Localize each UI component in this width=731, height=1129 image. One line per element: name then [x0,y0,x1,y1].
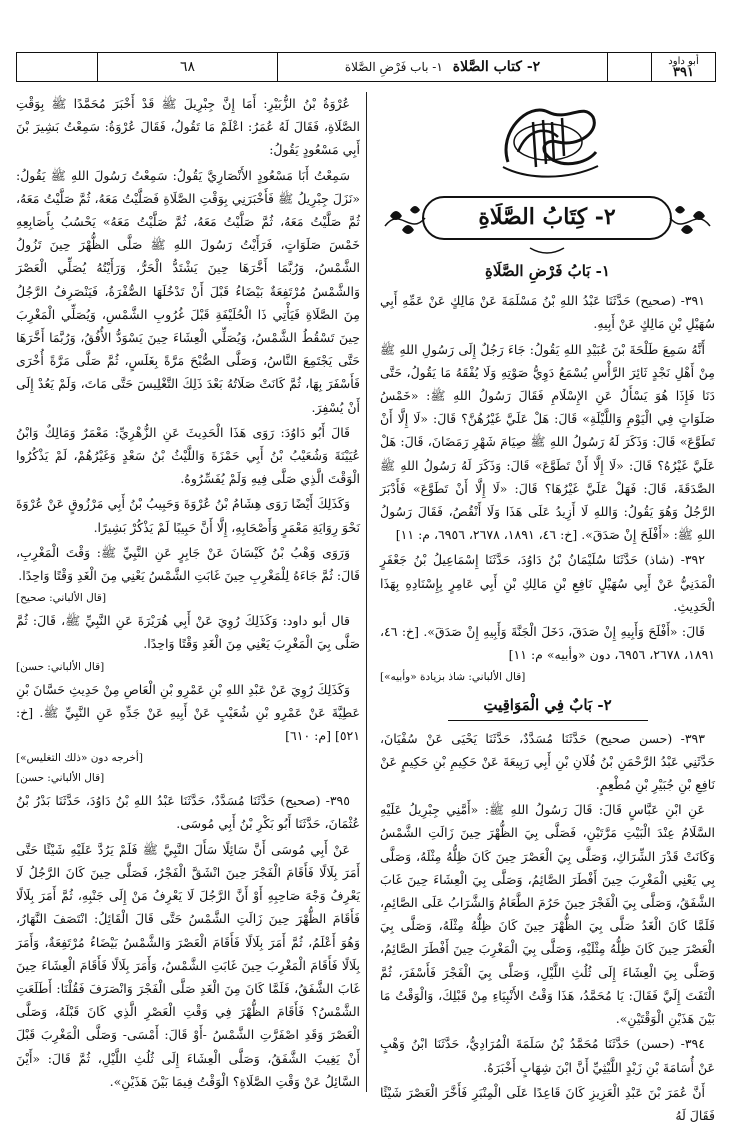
abu-dawud-comment-5: وَكَذَلِكَ رُوِيَ عَنْ عَبْدِ اللهِ بْنِ عَمْرِو بْنِ الْعَاصِ مِنْ حَدِيثِ حَسَّانَ بْنِ عَطِيَّةَ عَنْ عَمْرِو بْنِ شُعَيْبٍ عَنْ أَبِيهِ عَنْ جَدِّهِ عَنِ النَّبِيِّ ﷺ. [خ: ٥٢١] [م: ٦١٠] [16,681,360,744]
hadith-394-matn: أَنَّ عُمَرَ بْنَ عَبْدِ الْعَزِيزِ كَانَ قَاعِدًا عَلَى الْمِنْبَرِ فَأَخَّرَ الْعَصْرَ شَيْئًا فَقَالَ لَهُ [380,1084,715,1123]
hadith-395-matn: عَنْ أَبِي مُوسَى أَنَّ سَائِلًا سَأَلَ النَّبِيَّ ﷺ فَلَمْ يَرُدَّ عَلَيْهِ شَيْئًا حَتَّى أَمَرَ بِلَالًا فَأَقَامَ الْفَجْرَ حِينَ انْشَقَّ الْفَجْرُ، فَصَلَّى حِينَ كَانَ الرَّجُلُ لَا يَعْرِفُ وَجْهَ صَاحِبِهِ أَوْ أَنَّ الرَّجُلَ لَا يَعْرِفُ مَنْ إِلَى جَنْبِهِ، ثُمَّ أَمَرَ بِلَالًا فَأَقَامَ الظُّهْرَ حِينَ زَالَتِ الشَّمْسُ حَتَّى قَالَ الْقَائِلُ: انْتَصَفَ النَّهَارُ، وَهُوَ أَعْلَمُ، ثُمَّ أَمَرَ بِلَالًا فَأَقَامَ الْعَصْرَ وَالشَّمْسُ بَيْضَاءُ مُرْتَفِعَةٌ، وَأَمَرَ بِلَالًا فَأَقَامَ الْمَغْرِبَ حِينَ غَابَتِ الشَّمْسُ، وَأَمَرَ بِلَالًا فَأَقَامَ الْعِشَاءَ حِينَ غَابَ الشَّفَقُ، فَلَمَّا كَانَ مِنَ الْغَدِ صَلَّى الْفَجْرَ وَانْصَرَفَ فَقُلْنَا: أَطَلَعَتِ الشَّمْسُ؟ فَأَقَامَ الظُّهْرَ فِي وَقْتِ الْعَصْرِ الَّذِي كَانَ قَبْلَهُ، وَصَلَّى الْعَصْرَ وَقَدِ اصْفَرَّتِ الشَّمْسُ -أَوْ قَالَ: أَمْسَى- وَصَلَّى الْمَغْرِبَ قَبْلَ أَنْ يَغِيبَ الشَّفَقُ، وَصَلَّى الْعِشَاءَ إِلَى ثُلُثِ اللَّيْلِ، ثُمَّ قَالَ: «أَيْنَ السَّائِلُ عَنْ وَقْتِ الصَّلَاةِ؟ الْوَقْتُ فِيمَا بَيْنَ هَذَيْنِ». [16,841,360,1089]
page-header [16,52,716,82]
right-column [380,92,715,1129]
page-number: ٦٨ [97,53,277,81]
chapter-heading-2-text: ٢- بَابٌ فِي الْمَوَاقِيتِ [483,696,612,715]
header-empty-cell [607,53,651,81]
albani-grading-note: [قال الألباني: شاذ بزيادة «وأبيه»] [380,671,526,684]
hadith-393-matn: عَنِ ابْنِ عَبَّاسٍ قَالَ: قَالَ رَسُولُ اللهِ ﷺ: «أَمَّنِي جِبْرِيلُ عَلَيْهِ السَّلَامُ عِنْدَ الْبَيْتِ مَرَّتَيْنِ، فَصَلَّى بِيَ الظُّهْرَ حِينَ زَالَتِ الشَّمْسُ وَكَانَتْ قَدْرَ الشِّرَاكِ، وَصَلَّى بِيَ الْعَصْرَ حِينَ كَانَ ظِلُّهُ مِثْلَهُ، وَصَلَّى بِي يَعْنِي الْمَغْرِبَ حِينَ أَفْطَرَ الصَّائِمُ، وَصَلَّى بِيَ الْعِشَاءَ حِينَ غَابَ الشَّفَقُ، وَصَلَّى بِيَ الْفَجْرَ حِينَ حَرُمَ الطَّعَامُ وَالشَّرَابُ عَلَى الصَّائِمِ، فَلَمَّا كَانَ الْغَدُ صَلَّى بِيَ الظُّهْرَ حِينَ كَانَ ظِلُّهُ مِثْلَهُ، وَصَلَّى بِيَ الْعَصْرَ حِينَ كَانَ ظِلُّهُ مِثْلَيْهِ، وَصَلَّى بِيَ الْمَغْرِبَ حِينَ أَفْطَرَ الصَّائِمُ، وَصَلَّى بِيَ الْعِشَاءَ إِلَى ثُلُثِ اللَّيْلِ، وَصَلَّى بِيَ الْفَجْرَ فَأَسْفَرَ، ثُمَّ الْتَفَتَ إِلَيَّ فَقَالَ: يَا مُحَمَّدُ، هَذَا وَقْتُ الأَنْبِيَاءِ مِنْ قَبْلِكَ، وَالْوَقْتُ مَا بَيْنَ هَذَيْنِ الْوَقْتَيْنِ». [380,802,715,1027]
heading-underline [448,720,648,721]
albani-grading-note: [قال الألباني: حسن] [16,660,105,673]
hadith-391-isnad: ٣٩١- (صحيح) حَدَّثَنَا عَبْدُ اللهِ بْنُ مَسْلَمَةَ عَنْ مَالِكٍ عَنْ عَمِّهِ أَبِي سُهَيْلِ بْنِ مَالِكٍ عَنْ أَبِيهِ. [380,293,715,332]
running-book-title: ٢- كتاب الصَّلاة [452,59,541,75]
book-title-ornament [380,186,715,258]
header-empty-cell [17,53,97,81]
abu-dawud-comment-2: وَكَذَلِكَ أَيْضًا رَوَى هِشَامُ بْنُ عُرْوَةَ وَحَبِيبُ بْنُ أَبِي مَرْزُوقٍ عَنْ عُرْوَةَ نَحْوَ رِوَايَةِ مَعْمَرٍ وَأَصْحَابِهِ، إِلَّا أَنَّ حَبِيبًا لَمْ يَذْكُرْ بَشِيرًا. [16,496,360,535]
running-title [277,53,607,81]
column-divider [366,92,367,1092]
chapter-heading-1: ١- بَابُ فَرْضِ الصَّلَاةِ [485,262,610,280]
book-author-label: أبو داود [668,56,699,67]
hadith-range-box [651,53,715,81]
hadith-range-number: ٣٩١ [673,65,694,80]
albani-grading-note: [قال الألباني: حسن] [16,772,105,785]
hadith-394-matn-2: سَمِعْتُ أَبَا مَسْعُودٍ الأَنْصَارِيَّ يَقُولُ: سَمِعْتُ رَسُولَ اللهِ ﷺ يَقُولُ: «نَزَلَ جِبْرِيلُ ﷺ فَأَخْبَرَنِي بِوَقْتِ الصَّلَاةِ فَصَلَّيْتُ مَعَهُ، ثُمَّ صَلَّيْتُ مَعَهُ، ثُمَّ صَلَّيْتُ مَعَهُ، ثُمَّ صَلَّيْتُ مَعَهُ، ثُمَّ صَلَّيْتُ مَعَهُ» يَحْسُبُ بِأَصَابِعِهِ خَمْسَ صَلَوَاتٍ، فَرَأَيْتُ رَسُولَ اللهِ ﷺ صَلَّى الظُّهْرَ حِينَ تَزُولُ الشَّمْسُ، وَرُبَّمَا أَخَّرَهَا حِينَ يَشْتَدُّ الْحَرُّ، وَرَأَيْتُهُ يُصَلِّي الْعَصْرَ وَالشَّمْسُ مُرْتَفِعَةٌ بَيْضَاءُ قَبْلَ أَنْ تَدْخُلَهَا الصُّفْرَةُ، فَيَنْصَرِفُ الرَّجُلُ مِنَ الصَّلَاةِ فَيَأْتِي ذَا الْحُلَيْفَةِ قَبْلَ غُرُوبِ الشَّمْسِ، وَيُصَلِّي الْمَغْرِبَ حِينَ تَسْقُطُ الشَّمْسُ، وَيُصَلِّي الْعِشَاءَ حِينَ يَسْوَدُّ الأُفُقُ، وَرُبَّمَا أَخَّرَهَا حَتَّى يَجْتَمِعَ النَّاسُ، وَصَلَّى الصُّبْحَ مَرَّةً بِغَلَسٍ، ثُمَّ صَلَّى مَرَّةً أُخْرَى فَأَسْفَرَ بِهَا، ثُمَّ كَانَتْ صَلَاتُهُ بَعْدَ ذَلِكَ التَّغْلِيسَ حَتَّى مَاتَ، وَلَمْ يَعُدْ إِلَى أَنْ يُسْفِرَ. [16,167,360,415]
hadith-395-isnad: ٣٩٥- (صحيح) حَدَّثَنَا مُسَدَّدٌ، حَدَّثَنَا عَبْدُ اللهِ بْنُ دَاوُدَ، حَدَّثَنَا بَدْرُ بْنُ عُثْمَانَ، حَدَّثَنَا أَبُو بَكْرِ بْنُ أَبِي مُوسَى. [16,793,360,832]
running-chapter-title: ١- باب فَرْضِ الصَّلاة [344,60,443,74]
left-column [16,92,360,1095]
abu-dawud-comment-3: وَرَوَى وَهْبُ بْنُ كَيْسَانَ عَنْ جَابِرٍ عَنِ النَّبِيِّ ﷺ: وَقْتَ الْمَغْرِبِ، قَالَ: ثُمَّ جَاءَهُ لِلْمَغْرِبِ حِينَ غَابَتِ الشَّمْسُ يَعْنِي مِنَ الْغَدِ وَقْتًا وَاحِدًا. [16,544,360,584]
hadith-392-isnad: ٣٩٢- (شاذ) حَدَّثَنَا سُلَيْمَانُ بْنُ دَاوُدَ، حَدَّثَنَا إِسْمَاعِيلُ بْنُ جَعْفَرٍ الْمَدَنِيُّ عَنْ أَبِي سُهَيْلٍ نَافِعِ بْنِ مَالِكِ بْنِ أَبِي عَامِرٍ بِإِسْنَادِهِ بِهَذَا الْحَدِيثِ. [380,552,715,614]
abu-dawud-comment-4: قال أبو داود: وَكَذَلِكَ رُوِيَ عَنْ أَبِي هُرَيْرَةَ عَنِ النَّبِيِّ ﷺ، قَالَ: ثُمَّ صَلَّى بِيَ الْمَغْرِبَ يَعْنِي مِنَ الْغَدِ وَقْتًا وَاحِدًا. [16,613,360,652]
albani-grading-note: [قال الألباني: صحيح] [16,592,107,605]
hadith-393-isnad: ٣٩٣- (حسن صحيح) حَدَّثَنَا مُسَدَّدٌ، حَدَّثَنَا يَحْيَى عَنْ سُفْيَانَ، حَدَّثَنِي عَبْدُ الرَّحْمَنِ بْنُ فُلَانِ بْنِ أَبِي رَبِيعَةَ عَنْ حَكِيمِ بْنِ حَكِيمٍ عَنْ نَافِعِ بْنِ جُبَيْرِ بْنِ مُطْعِمٍ. [380,730,715,793]
hadith-394-continuation: عُرْوَةُ بْنُ الزُّبَيْرِ: أَمَا إِنَّ جِبْرِيلَ ﷺ قَدْ أَخْبَرَ مُحَمَّدًا ﷺ بِوَقْتِ الصَّلَاةِ، فَقَالَ لَهُ عُمَرُ: اعْلَمْ مَا تَقُولُ، فَقَالَ عُرْوَةُ: سَمِعْتُ بَشِيرَ بْنَ أَبِي مَسْعُودٍ يَقُولُ: [16,96,360,158]
abu-dawud-comment-1: قَالَ أَبُو دَاوُدَ: رَوَى هَذَا الْحَدِيثَ عَنِ الزُّهْرِيِّ: مَعْمَرٌ وَمَالِكٌ وَابْنُ عُيَيْنَةَ وَشُعَيْبُ بْنُ أَبِي حَمْزَةَ وَاللَّيْثُ بْنُ سَعْدٍ وَغَيْرُهُمْ، لَمْ يَذْكُرُوا الْوَقْتَ الَّذِي صَلَّى فِيهِ وَلَمْ يُفَسِّرُوهُ. [16,424,360,487]
basmala-calligraphy-icon [488,92,608,182]
hadith-392-matn: قَالَ: «أَفْلَحَ وَأَبِيهِ إِنْ صَدَقَ، دَخَلَ الْجَنَّةَ وَأَبِيهِ إِنْ صَدَقَ». [خ: ٤٦، ١٨٩١، ٢٦٧٨، ٦٩٥٦، دون «وأبيه» م: ١١] [380,624,715,663]
chapter-heading-2 [380,694,715,720]
book-heading: ٢- كِتَابُ الصَّلَاةِ [422,196,672,240]
hadith-391-matn: أَنَّهُ سَمِعَ طَلْحَةَ بْنَ عُبَيْدِ اللهِ يَقُولُ: جَاءَ رَجُلٌ إِلَى رَسُولِ اللهِ ﷺ مِنْ أَهْلِ نَجْدٍ ثَائِرَ الرَّأْسِ يُسْمَعُ دَوِيُّ صَوْتِهِ وَلَا يُفْقَهُ مَا يَقُولُ، حَتَّى دَنَا فَإِذَا هُوَ يَسْأَلُ عَنِ الإِسْلَامِ فَقَالَ رَسُولُ اللهِ ﷺ: «خَمْسُ صَلَوَاتٍ فِي الْيَوْمِ وَاللَّيْلَةِ» قَالَ: هَلْ عَلَيَّ غَيْرُهُنَّ؟ قَالَ: «لَا إِلَّا أَنْ تَطَوَّعَ» قَالَ: وَذَكَرَ لَهُ رَسُولُ اللهِ ﷺ صِيَامَ شَهْرِ رَمَضَانَ، قَالَ: هَلْ عَلَيَّ غَيْرُهُ؟ قَالَ: «لَا إِلَّا أَنْ تَطَوَّعَ» قَالَ: وَذَكَرَ لَهُ رَسُولُ اللهِ ﷺ الصَّدَقَةَ، قَالَ: فَهَلْ عَلَيَّ غَيْرُهَا؟ قَالَ: «لَا إِلَّا أَنْ تَطَوَّعَ» فَأَدْبَرَ الرَّجُلُ وَهُوَ يَقُولُ: وَاللهِ لَا أَزِيدُ عَلَى هَذَا وَلَا أَنْقُصُ، فَقَالَ رَسُولُ اللهِ ﷺ: «أَفْلَحَ إِنْ صَدَقَ». [خ: ٤٦، ١٨٩١، ٢٦٧٨، ٦٩٥٦، م: ١١] [380,341,715,543]
takhrij-note: [أخرجه دون «ذلك التغليس»] [16,752,143,765]
hadith-394-isnad: ٣٩٤- (حسن) حَدَّثَنَا مُحَمَّدُ بْنُ سَلَمَةَ الْمُرَادِيُّ، حَدَّثَنَا ابْنُ وَهْبٍ عَنْ أُسَامَةَ بْنِ زَيْدٍ اللَّيْثِيِّ أَنَّ ابْنَ شِهَابٍ أَخْبَرَهُ. [380,1036,715,1075]
